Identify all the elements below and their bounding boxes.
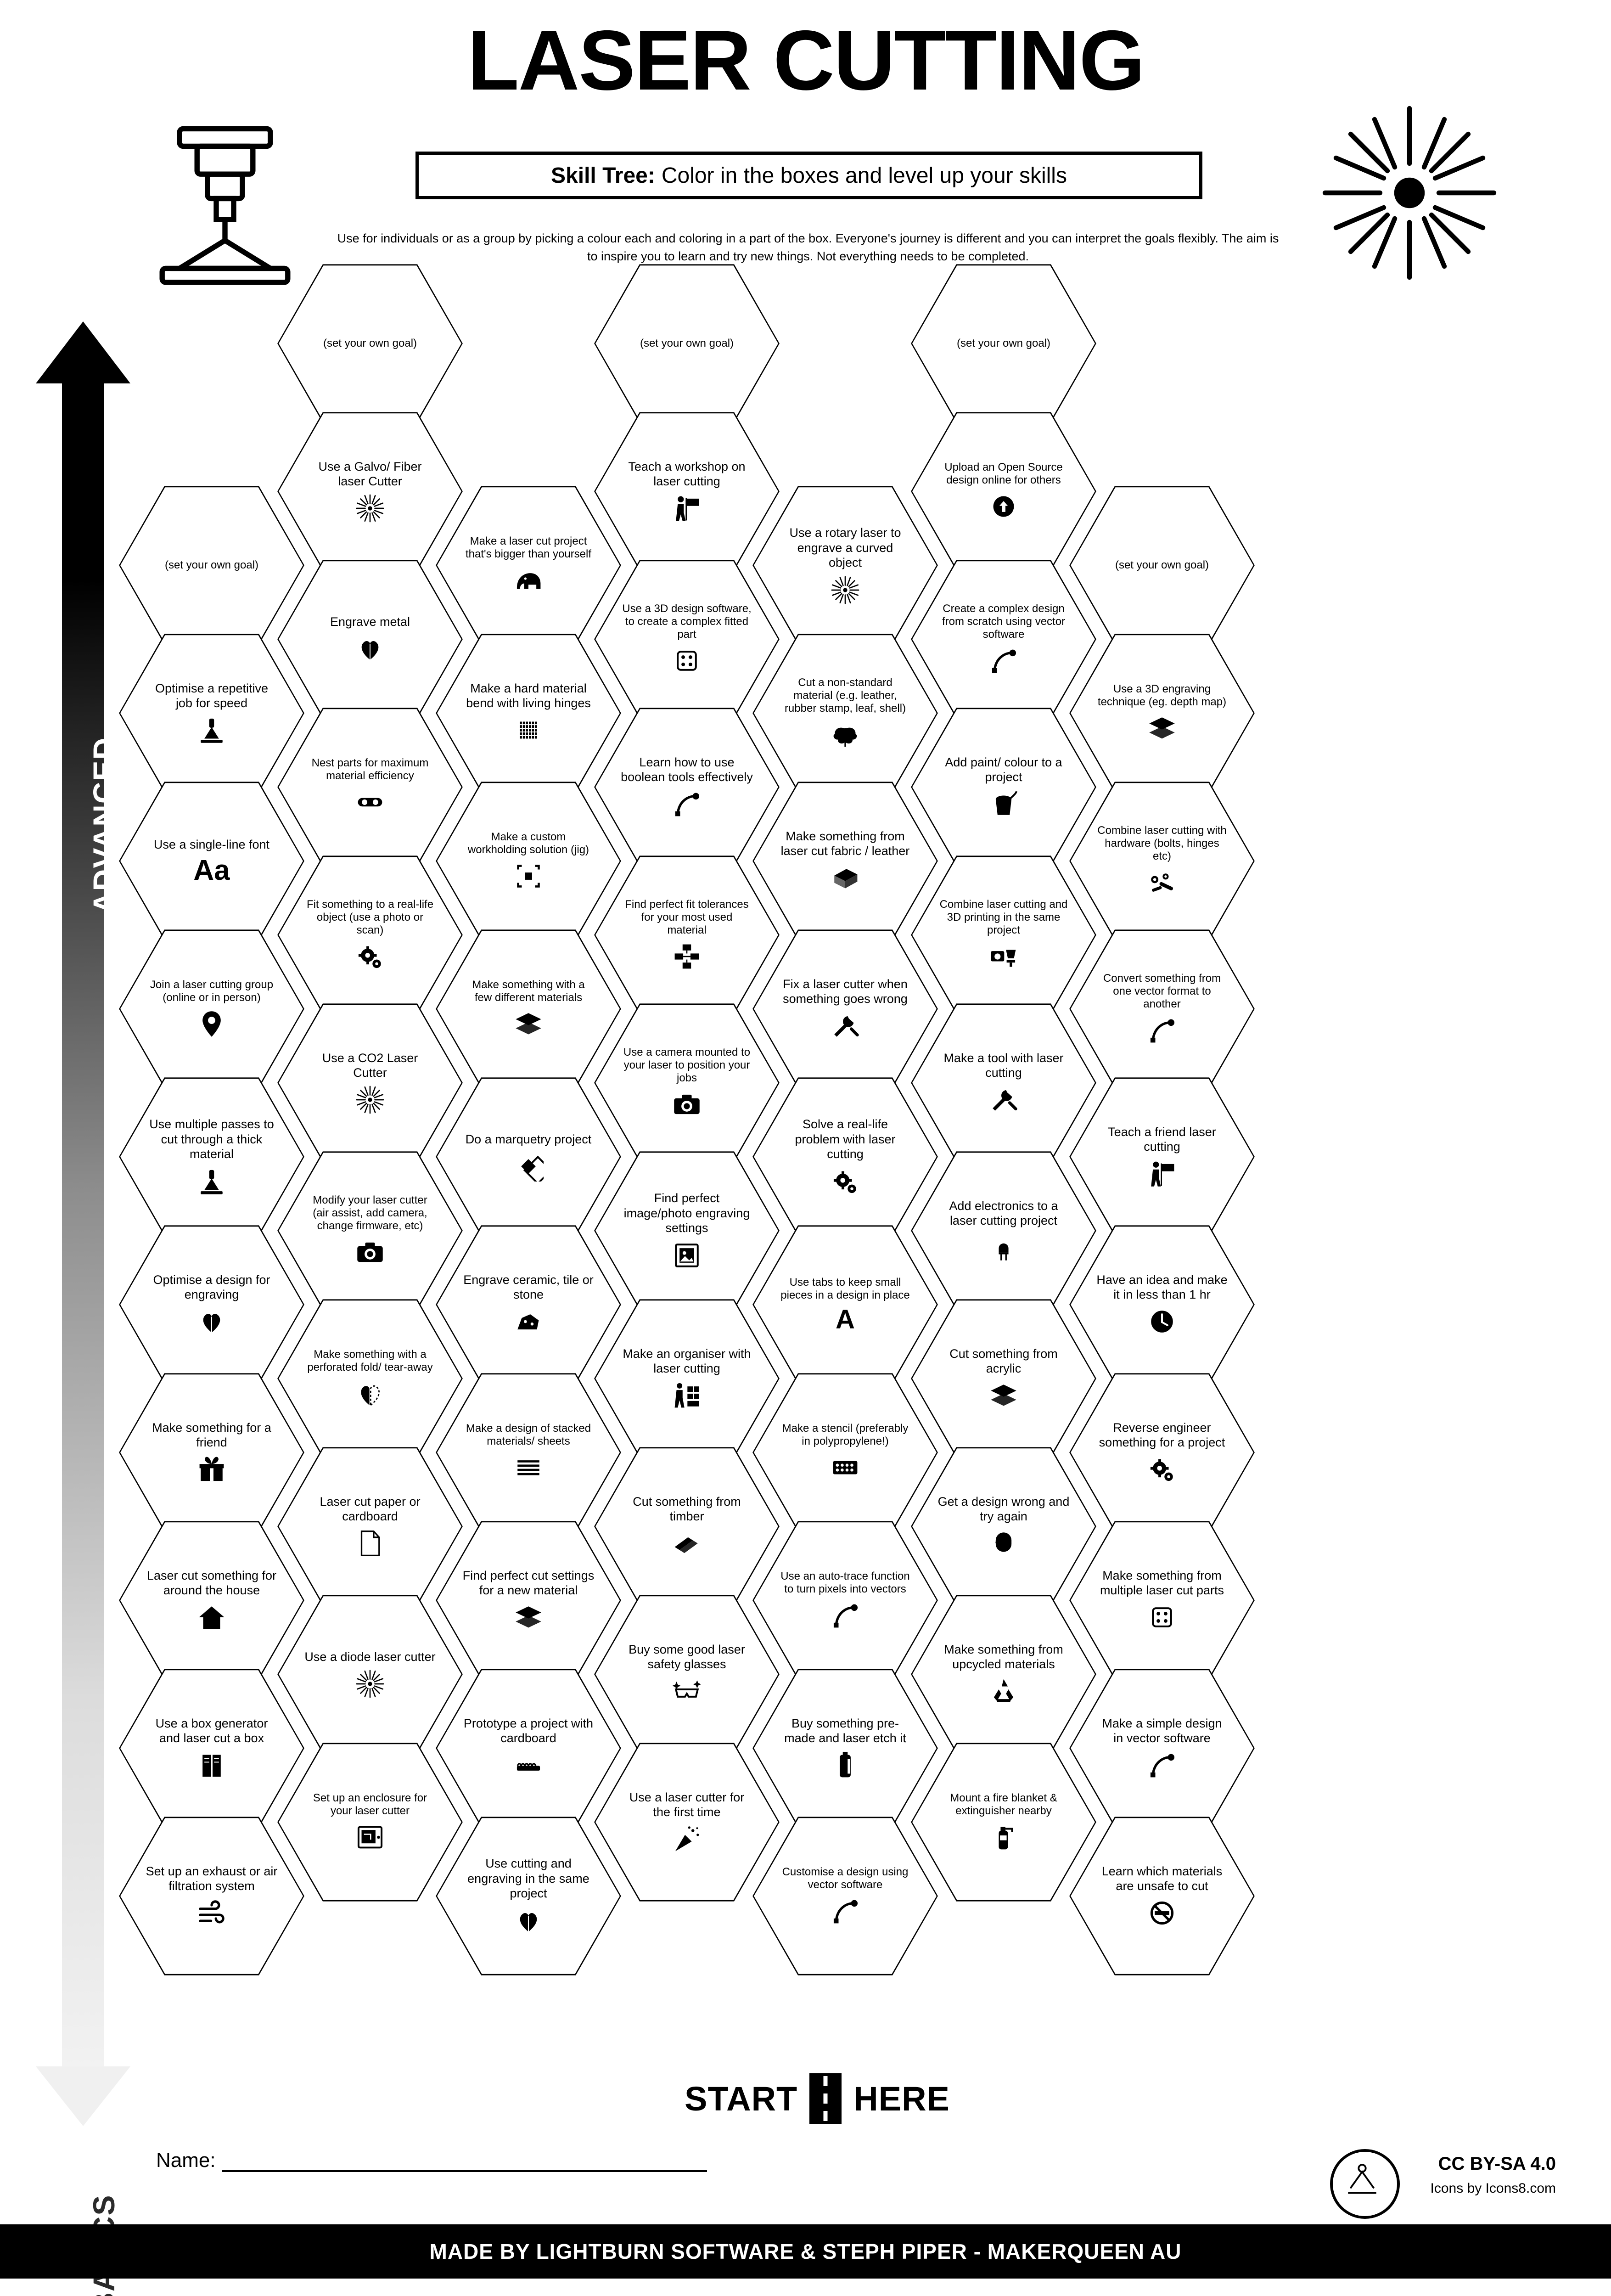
- hex-label: Combine laser cutting with hardware (bolts, hinges etc): [1097, 824, 1227, 863]
- page-title: LASER CUTTING: [467, 13, 1145, 108]
- hex-label: Cut a non-standard material (e.g. leather, rubber stamp, leaf, shell): [784, 676, 906, 715]
- hex-label: Upload an Open Source design online for others: [944, 461, 1063, 486]
- hex-label: (set your own goal): [164, 558, 259, 571]
- hex-label: Find perfect image/photo engraving settings: [623, 1191, 750, 1235]
- upload-icon: [988, 491, 1019, 522]
- nest-icon: [355, 787, 385, 817]
- corrugated-icon: [513, 1750, 544, 1780]
- skill-hex-c7-simple-vector[interactable]: [1067, 1666, 1257, 1830]
- presenter-icon: [672, 493, 702, 523]
- hex-label: Make a stencil (preferably in polypropylene!): [782, 1422, 909, 1447]
- hex-label: Modify your laser cutter (air assist, add camera, change firmware, etc): [313, 1193, 427, 1232]
- layers-icon: [988, 1380, 1019, 1411]
- camera-icon: [355, 1237, 385, 1267]
- broken-heart-icon: [355, 1379, 385, 1409]
- vector-icon: [830, 1600, 860, 1631]
- aa-icon: Aa: [193, 855, 230, 887]
- burst-icon: [355, 493, 385, 523]
- subtitle-strong: Skill Tree:: [551, 163, 655, 188]
- hex-label: Make a design of stacked materials/ sheets: [466, 1422, 591, 1447]
- licence-text: CC BY-SA 4.0: [1438, 2154, 1556, 2174]
- burst-icon: [830, 575, 860, 605]
- photo-icon: [672, 1240, 702, 1271]
- hex-label: Have an idea and make it in less than 1 hr: [1096, 1272, 1228, 1301]
- leaf-heart-icon: [513, 1906, 544, 1936]
- licence-block: [1431, 2154, 1556, 2196]
- credit-bar-text: MADE BY LIGHTBURN SOFTWARE & STEPH PIPER - MAKERQUEEN AU: [429, 2240, 1182, 2263]
- tools-icon: [830, 1011, 860, 1041]
- hex-label: (set your own goal): [640, 337, 734, 349]
- hex-label: Customise a design using vector software: [782, 1865, 909, 1891]
- hex-label: Use an auto-trace function to turn pixels into vectors: [780, 1570, 910, 1595]
- elephant-icon: [513, 565, 544, 596]
- hex-label: (set your own goal): [323, 337, 417, 349]
- vector-icon: [672, 789, 702, 819]
- gears-icon: [1147, 1454, 1177, 1485]
- hex-label: Make a hard material bend with living hinges: [466, 681, 591, 710]
- hex-label: Engrave metal: [330, 614, 410, 629]
- hex-label: Use a 3D engraving technique (eg. depth map): [1097, 682, 1227, 708]
- hex-label: Do a marquetry project: [465, 1132, 592, 1146]
- hex-label: Optimise a repetitive job for speed: [155, 681, 269, 710]
- bottle-icon: [830, 1750, 860, 1780]
- tools-icon: [988, 1085, 1019, 1115]
- hex-label: Use tabs to keep small pieces in a design in place: [780, 1276, 910, 1301]
- hex-label: Set up an enclosure for your laser cutter: [313, 1791, 427, 1817]
- hex-label: Mount a fire blanket & extinguisher nearby: [950, 1791, 1057, 1817]
- rock-icon: [513, 1306, 544, 1337]
- hex-label: Make something with a perforated fold/ tear-away: [307, 1348, 433, 1373]
- facepalm-icon: [988, 1528, 1019, 1559]
- hex-label: Use a diode laser cutter: [304, 1649, 436, 1664]
- hex-label: Combine laser cutting and 3D printing in the same project: [939, 898, 1068, 937]
- crop-icon: [513, 861, 544, 891]
- hex-label: Reverse engineer something for a project: [1099, 1420, 1225, 1449]
- hex-label: Laser cut paper or cardboard: [320, 1494, 421, 1523]
- hex-label: Add paint/ colour to a project: [945, 755, 1062, 784]
- hex-label: Use a Galvo/ Fiber laser Cutter: [318, 459, 422, 488]
- hex-label: Use a laser cutter for the first time: [629, 1790, 745, 1819]
- hex-label: Prototype a project with cardboard: [463, 1716, 594, 1745]
- hex-label: Use a box generator and laser cut a box: [155, 1716, 268, 1745]
- start-here: [643, 2071, 992, 2126]
- hardware-icon: [1147, 867, 1177, 898]
- wallet-icon: [830, 863, 860, 893]
- party-icon: [672, 1824, 702, 1854]
- presenter-icon: [1147, 1159, 1177, 1189]
- hex-label: Cut something from timber: [633, 1494, 741, 1523]
- hex-label: Find perfect cut settings for a new material: [462, 1568, 595, 1597]
- hex-label: Set up an exhaust or air filtration system: [146, 1864, 278, 1893]
- hex-label: Use a CO2 Laser Cutter: [322, 1051, 418, 1080]
- hex-label: Buy some good laser safety glasses: [629, 1642, 745, 1671]
- leaf-heart-icon: [355, 634, 385, 664]
- dice-icon: [1147, 1602, 1177, 1632]
- gears-icon: [355, 941, 385, 972]
- vector-icon: [1147, 1750, 1177, 1780]
- skill-hex-c7-multiple-parts[interactable]: [1067, 1519, 1257, 1682]
- hex-label: (set your own goal): [956, 337, 1051, 349]
- timber-icon: [672, 1528, 702, 1559]
- hex-label: Make something with a few different materials: [472, 978, 585, 1004]
- hex-label: Make something for a friend: [152, 1420, 271, 1449]
- hex-label: Use cutting and engraving in the same project: [467, 1857, 589, 1901]
- skill-hex-c7-3d-engraving[interactable]: [1067, 631, 1257, 795]
- skill-hex-c7-reverse-engineer[interactable]: [1067, 1371, 1257, 1534]
- stencil-icon: [830, 1452, 860, 1483]
- dice-icon: [672, 646, 702, 676]
- burst-icon: [355, 1085, 385, 1115]
- hinge-icon: [513, 715, 544, 745]
- hex-label: Make a tool with laser cutting: [943, 1051, 1064, 1080]
- hex-label: Make something from upcycled materials: [944, 1642, 1063, 1671]
- hex-label: Learn which materials are unsafe to cut: [1101, 1864, 1223, 1893]
- camera-printer-icon: [988, 941, 1019, 972]
- name-label: Name:: [156, 2149, 216, 2172]
- clock-icon: [1147, 1306, 1177, 1337]
- hex-label: Find perfect fit tolerances for your most used material: [625, 898, 749, 937]
- gift-icon: [196, 1454, 227, 1485]
- vector-icon: [1147, 1015, 1177, 1046]
- hex-label: Laser cut something for around the house: [146, 1568, 277, 1597]
- hex-label: Use a rotary laser to engrave a curved object: [789, 526, 901, 570]
- hex-label: Add electronics to a laser cutting project: [949, 1199, 1058, 1227]
- hex-label: Create a complex design from scratch using vector software: [942, 602, 1066, 641]
- hex-label: Make a custom workholding solution (jig): [467, 830, 589, 856]
- hex-label: Cut something from acrylic: [949, 1346, 1058, 1375]
- start-label: START: [685, 2079, 798, 2118]
- skill-hex-c4-goal[interactable]: [592, 262, 781, 425]
- wind-icon: [196, 1898, 227, 1928]
- hex-label: Make a laser cut project that's bigger than yourself: [465, 535, 592, 560]
- stamp-icon: [196, 1166, 227, 1197]
- skill-hex-c7-hardware[interactable]: [1067, 779, 1257, 943]
- hex-label: Make a simple design in vector software: [1102, 1716, 1222, 1745]
- gears-icon: [830, 1166, 860, 1197]
- hex-label: Use a 3D design software, to create a complex fitted part: [622, 602, 752, 641]
- hex-label: Nest parts for maximum material efficiency: [311, 756, 429, 782]
- leaf-icon: [830, 720, 860, 750]
- hex-label: Solve a real-life problem with laser cutting: [795, 1117, 896, 1161]
- hex-label: Teach a workshop on laser cutting: [628, 459, 746, 488]
- hex-label: Get a design wrong and try again: [937, 1494, 1070, 1523]
- hex-label: Teach a friend laser cutting: [1108, 1125, 1216, 1154]
- hex-label: Join a laser cutting group (online or in person): [150, 978, 274, 1004]
- page-icon: [355, 1528, 385, 1559]
- layers-icon: [513, 1602, 544, 1632]
- skill-hex-c7-unsafe-materials[interactable]: [1067, 1814, 1257, 1978]
- box-icon: [196, 1750, 227, 1780]
- glasses-icon: [672, 1676, 702, 1706]
- intro-text: Use for individuals or as a group by picking a colour each and coloring in a part of the box. Everyone's journey is different and you can interpret the goals flexibly. The aim is to inspire you to learn and try new things. Not everything needs to be completed.: [337, 231, 1279, 264]
- name-input-line[interactable]: [222, 2155, 707, 2172]
- credit-bar: [0, 2224, 1611, 2279]
- stack-lines-icon: [513, 1452, 544, 1483]
- extinguisher-icon: [988, 1822, 1019, 1852]
- organiser-icon: [672, 1380, 702, 1411]
- nosmoke-icon: [1147, 1898, 1177, 1928]
- house-icon: [196, 1602, 227, 1632]
- leaf-heart-icon: [196, 1306, 227, 1337]
- vector-icon: [830, 1896, 860, 1926]
- skill-hex-c2-goal[interactable]: [275, 262, 465, 425]
- skill-hex-c7-teach-friend[interactable]: [1067, 1075, 1257, 1238]
- hex-label: Make something from multiple laser cut parts: [1100, 1568, 1224, 1597]
- vector-icon: [988, 646, 1019, 676]
- hex-label: Fix a laser cutter when something goes wrong: [783, 977, 908, 1006]
- skill-hex-c7-goal[interactable]: [1067, 484, 1257, 647]
- icons-credit: Icons by Icons8.com: [1430, 2181, 1556, 2196]
- hex-label: (set your own goal): [1115, 558, 1209, 571]
- parts-icon: [672, 941, 702, 972]
- subtitle-rest: Color in the boxes and level up your skills: [661, 163, 1067, 188]
- layers-icon: [1147, 713, 1177, 743]
- hex-label: Use a camera mounted to your laser to position your jobs: [623, 1046, 751, 1085]
- skill-hex-c6-goal[interactable]: [909, 262, 1098, 425]
- hex-label: Use a single-line font: [153, 837, 270, 851]
- hex-label: Use multiple passes to cut through a thick material: [149, 1117, 274, 1161]
- hex-label: Make something from laser cut fabric / leather: [780, 829, 910, 858]
- hex-label: Engrave ceramic, tile or stone: [463, 1272, 594, 1301]
- camera-icon: [672, 1089, 702, 1120]
- burst-icon: [355, 1669, 385, 1699]
- pin-icon: [196, 1009, 227, 1039]
- here-label: HERE: [853, 2079, 950, 2118]
- hex-label: Convert something from one vector format to another: [1103, 972, 1221, 1011]
- hex-label: Buy something pre-made and laser etch it: [784, 1716, 906, 1745]
- hex-label: Learn how to use boolean tools effectively: [621, 755, 753, 784]
- axis-label-advanced: ADVANCED: [87, 737, 121, 914]
- ladder-icon: A: [836, 1305, 855, 1335]
- hex-label: Make an organiser with laser cutting: [623, 1346, 751, 1375]
- skill-hex-c7-convert-format[interactable]: [1067, 927, 1257, 1091]
- hex-label: Optimise a design for engraving: [153, 1272, 270, 1301]
- led-icon: [988, 1232, 1019, 1263]
- hex-label: Fit something to a real-life object (use a photo or scan): [306, 898, 434, 937]
- recycle-icon: [988, 1676, 1019, 1706]
- layers-icon: [513, 1009, 544, 1039]
- stamp-icon: [196, 715, 227, 745]
- diamond-icon: [513, 1151, 544, 1182]
- icons8-badge: [1330, 2149, 1400, 2219]
- skill-hex-c7-under-1hr[interactable]: [1067, 1223, 1257, 1386]
- enclosure-icon: [355, 1822, 385, 1852]
- paint-icon: [988, 789, 1019, 819]
- name-field-row[interactable]: [156, 2149, 707, 2172]
- road-icon: [809, 2073, 842, 2124]
